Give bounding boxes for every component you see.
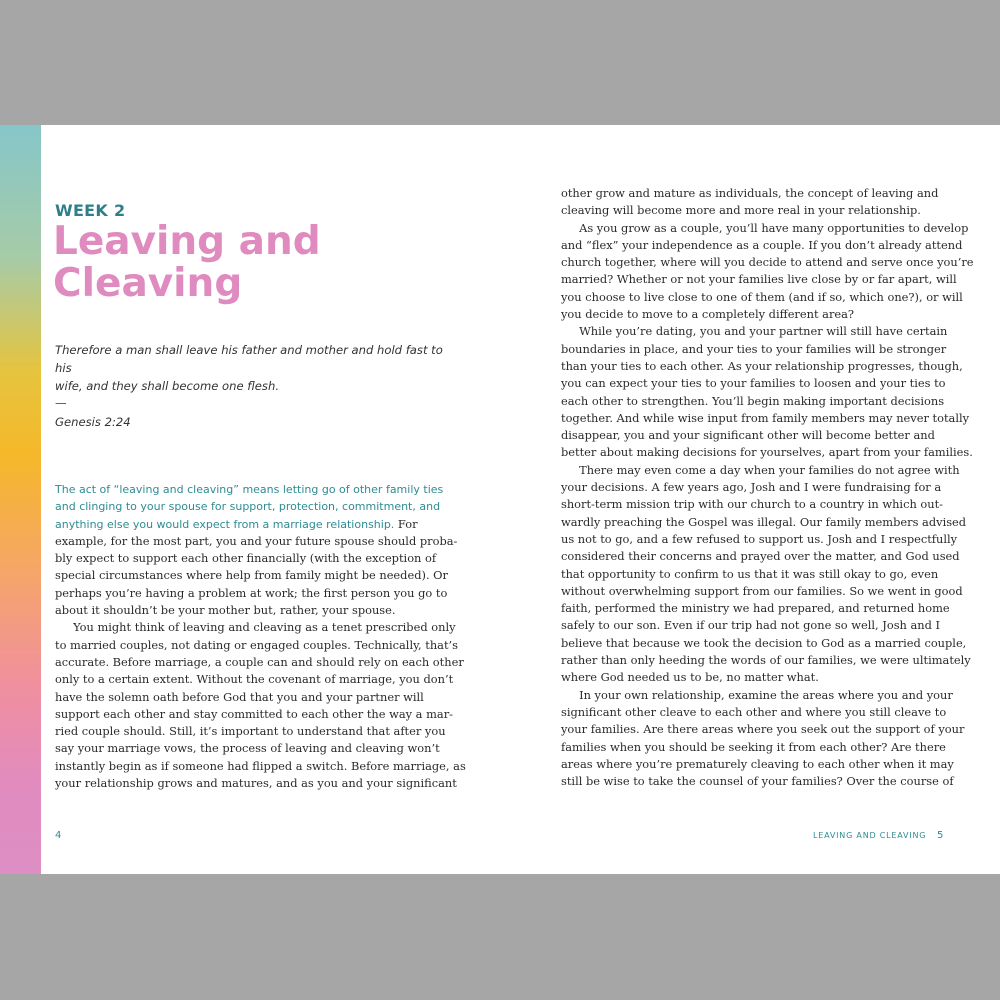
lead-line: and clinging to your spouse for support, protection, commitment, and xyxy=(55,500,441,514)
page-number-right: 5 xyxy=(937,830,944,841)
body-line: wardly preaching the Gospel was illegal. Our family members advised xyxy=(561,514,967,529)
lead-tail: For xyxy=(394,516,418,531)
body-line: In your own relationship, examine the areas where you and your xyxy=(561,687,953,702)
body-line: you can expect your ties to your families to loosen and your ties to xyxy=(561,376,946,391)
left-body-paragraphs xyxy=(55,533,466,792)
body-line: you choose to live close to one of them (and if so, which one?), or will xyxy=(561,289,963,304)
epigraph-line: Therefore a man shall leave his father and mother and hold fast to his xyxy=(55,343,443,375)
chapter-title xyxy=(53,221,473,305)
body-line: to married couples, not dating or engaged couples. Technically, that’s xyxy=(55,637,458,652)
body-line: faith, performed the ministry we had prepared, and returned home xyxy=(561,601,950,616)
epigraph xyxy=(55,341,445,431)
body-line: say your marriage vows, the process of leaving and cleaving won’t xyxy=(55,741,440,756)
body-line: perhaps you’re having a problem at work; the first person you go to xyxy=(55,585,448,600)
body-line: There may even come a day when your families do not agree with xyxy=(561,462,960,477)
body-line: have the solemn oath before God that you and your partner will xyxy=(55,689,424,704)
body-line: support each other and stay committed to each other the way a mar- xyxy=(55,706,453,721)
body-line: only to a certain extent. Without the covenant of marriage, you don’t xyxy=(55,672,454,687)
body-line: As you grow as a couple, you’ll have many opportunities to develop xyxy=(561,220,969,235)
chapter-title-line-1: Leaving and xyxy=(53,219,321,264)
body-line: better about making decisions for yourselves, apart from your families. xyxy=(561,445,973,460)
body-line: about it shouldn’t be your mother but, rather, your spouse. xyxy=(55,603,396,618)
epigraph-line: wife, and they shall become one flesh. xyxy=(55,379,280,393)
body-line: significant other cleave to each other and where you still cleave to xyxy=(561,704,947,719)
body-line: considered their concerns and prayed over the matter, and God used xyxy=(561,549,960,564)
body-line: each other to strengthen. You’ll begin making important decisions xyxy=(561,393,945,408)
body-line: without overwhelming support from our families. So we went in good xyxy=(561,583,963,598)
body-line: your relationship grows and matures, and as you and your significant xyxy=(55,776,457,791)
body-line: cleaving will become more and more real in your relationship. xyxy=(561,203,921,218)
body-line: short-term mission trip with our church to a country in which out- xyxy=(561,497,944,512)
left-body-text xyxy=(55,481,466,792)
body-line: safely to our son. Even if our trip had not gone so well, Josh and I xyxy=(561,618,941,633)
chapter-title-line-2: Cleaving xyxy=(53,261,243,306)
body-line: your decisions. A few years ago, Josh and I were fundraising for a xyxy=(561,480,942,495)
body-line: still be wise to take the counsel of your families? Over the course of xyxy=(561,774,954,789)
page-number-left: 4 xyxy=(55,830,62,841)
body-line: that opportunity to confirm to us that it was still okay to go, even xyxy=(561,566,939,581)
body-line: bly expect to support each other financially (with the exception of xyxy=(55,551,437,566)
body-line: married? Whether or not your families live close by or far apart, will xyxy=(561,272,957,287)
epigraph-dash: — xyxy=(55,396,67,410)
body-line: ried couple should. Still, it’s important to understand that after you xyxy=(55,724,446,739)
body-line: areas where you’re prematurely cleaving to each other when it may xyxy=(561,756,954,771)
body-line: You might think of leaving and cleaving as a tenet prescribed only xyxy=(55,620,456,635)
body-line: boundaries in place, and your ties to your families will be stronger xyxy=(561,341,947,356)
body-line: While you’re dating, you and your partner will still have certain xyxy=(561,324,948,339)
right-page xyxy=(500,125,1000,874)
gradient-edge-bar xyxy=(0,125,41,874)
lead-line: The act of “leaving and cleaving” means letting go of other family ties xyxy=(55,483,444,496)
body-line: families when you should be seeking it from each other? Are there xyxy=(561,739,946,754)
week-label: WEEK 2 xyxy=(55,201,126,220)
body-line: together. And while wise input from family members may never totally xyxy=(561,410,970,425)
book-spread xyxy=(0,125,1000,874)
body-line: believe that because we took the decision to God as a married couple, xyxy=(561,635,967,650)
body-line: instantly begin as if someone had flipped a switch. Before marriage, as xyxy=(55,758,466,773)
running-head: LEAVING AND CLEAVING xyxy=(813,831,927,840)
body-line: and “flex” your independence as a couple. If you don’t already attend xyxy=(561,237,963,252)
left-page xyxy=(41,125,500,874)
body-line: church together, where will you decide to attend and serve once you’re xyxy=(561,255,974,270)
body-line: special circumstances where help from family might be needed). Or xyxy=(55,568,448,583)
body-line: than your ties to each other. As your relationship progresses, though, xyxy=(561,358,963,373)
body-line: example, for the most part, you and your future spouse should proba- xyxy=(55,533,458,548)
lead-line: anything else you would expect from a marriage relationship. For xyxy=(55,516,418,531)
body-line: you decide to move to a completely different area? xyxy=(561,307,855,322)
body-line: us not to go, and a few refused to support us. Josh and I respectfully xyxy=(561,531,958,546)
epigraph-reference: Genesis 2:24 xyxy=(55,415,131,429)
body-line: where God needed us to be, no matter what. xyxy=(561,670,819,685)
body-line: other grow and mature as individuals, the concept of leaving and xyxy=(561,186,939,200)
body-line: accurate. Before marriage, a couple can and should rely on each other xyxy=(55,654,464,669)
body-line: disappear, you and your significant other will become better and xyxy=(561,428,935,443)
body-line: your families. Are there areas where you seek out the support of your xyxy=(561,722,965,737)
right-body-text xyxy=(561,185,981,790)
body-line: rather than only heeding the words of our families, we were ultimately xyxy=(561,653,971,668)
